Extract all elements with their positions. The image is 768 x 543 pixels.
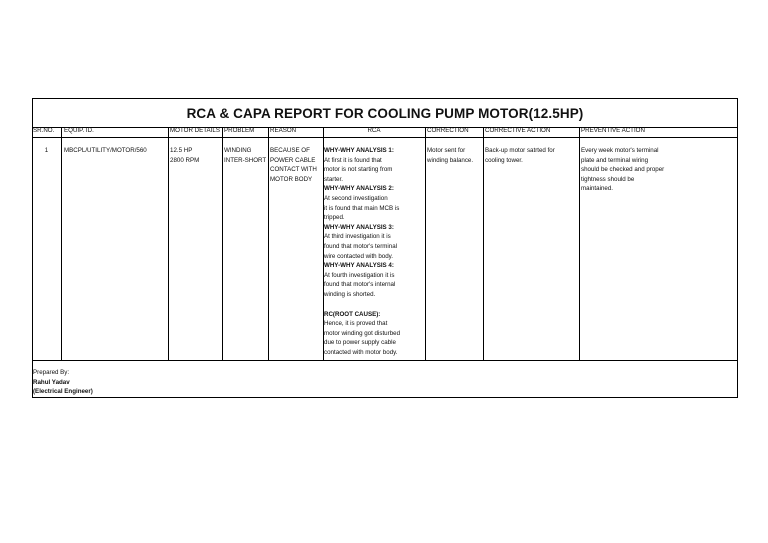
cell-corrective-action: Back-up motor satrted for cooling tower. [485,147,555,164]
header-reason: REASON [270,127,297,134]
cell-correction: Motor sent for winding balance. [427,147,474,164]
header-equip-id: EQUIP. ID. [64,127,94,134]
header-motor-details: MOTOR DETAILS [170,127,220,134]
rca-analysis-1-heading: WHY-WHY ANALYSIS 1: [324,147,394,154]
column-divider [483,127,484,360]
header-rca: RCA [367,127,381,134]
prepared-by-label: Prepared By: [33,369,70,376]
column-divider [268,127,269,360]
header-problem: PROBLEM [224,127,255,134]
cell-reason: BECAUSE OF POWER CABLE CONTACT WITH MOTOR BODY [270,147,317,183]
header-correction: CORRECTION [427,127,469,134]
header-corrective-action: CORRECTIVE ACTION [485,127,551,134]
column-divider [168,127,169,360]
header-preventive-action: PREVENTIVE ACTION [581,127,645,134]
column-divider [579,127,580,360]
preparer-designation: (Electrical Engineer) [33,388,93,396]
cell-preventive-action: Every week motor's terminal plate and terminal wiring should be checked and proper tightness should be maintained. [581,147,665,193]
column-divider [425,127,426,360]
cell-equip-id: MBCPL/UTILITY/MOTOR/560 [64,147,147,154]
cell-problem: WINDING INTER-SHORT [224,147,267,164]
cell-motor-details: 12.5 HP 2800 RPM [170,147,200,164]
cell-rca: WHY-WHY ANALYSIS 1: At first it is found that motor is not starting from starter. WHY-WHY ANALYSIS 2: At second investigation it is found that main MCB is tripped. WHY-WHY ANALYSIS 3: At third investigation it is found that motor's terminal wire contacted with body. WHY-WHY ANALYSIS 4: At fourth investigation it is found that motor's internal winding is shorted. RC(ROOT CAUSE): Hence, it is proved that motor winding got disturbed due to power supply cable contacted with motor body. [324,147,401,356]
rca-analysis-2-heading: WHY-WHY ANALYSIS 2: [324,185,394,193]
rca-analysis-4-heading: WHY-WHY ANALYSIS 4: [324,262,394,270]
report-title: RCA & CAPA REPORT FOR COOLING PUMP MOTOR(12.5HP) [186,106,584,121]
preparer-name: Rahul Yadav [33,378,70,386]
prepared-by-block [33,368,93,397]
column-divider [61,127,62,360]
rca-root-cause-heading: RC(ROOT CAUSE): [324,310,381,318]
rca-analysis-3-heading: WHY-WHY ANALYSIS 3: [324,223,394,231]
header-bottom-line [32,137,738,138]
cell-sr-no: 1 [44,147,49,154]
column-divider [222,127,223,360]
header-sr-no: SR.NO. [33,127,55,134]
row-bottom-line [32,360,738,361]
